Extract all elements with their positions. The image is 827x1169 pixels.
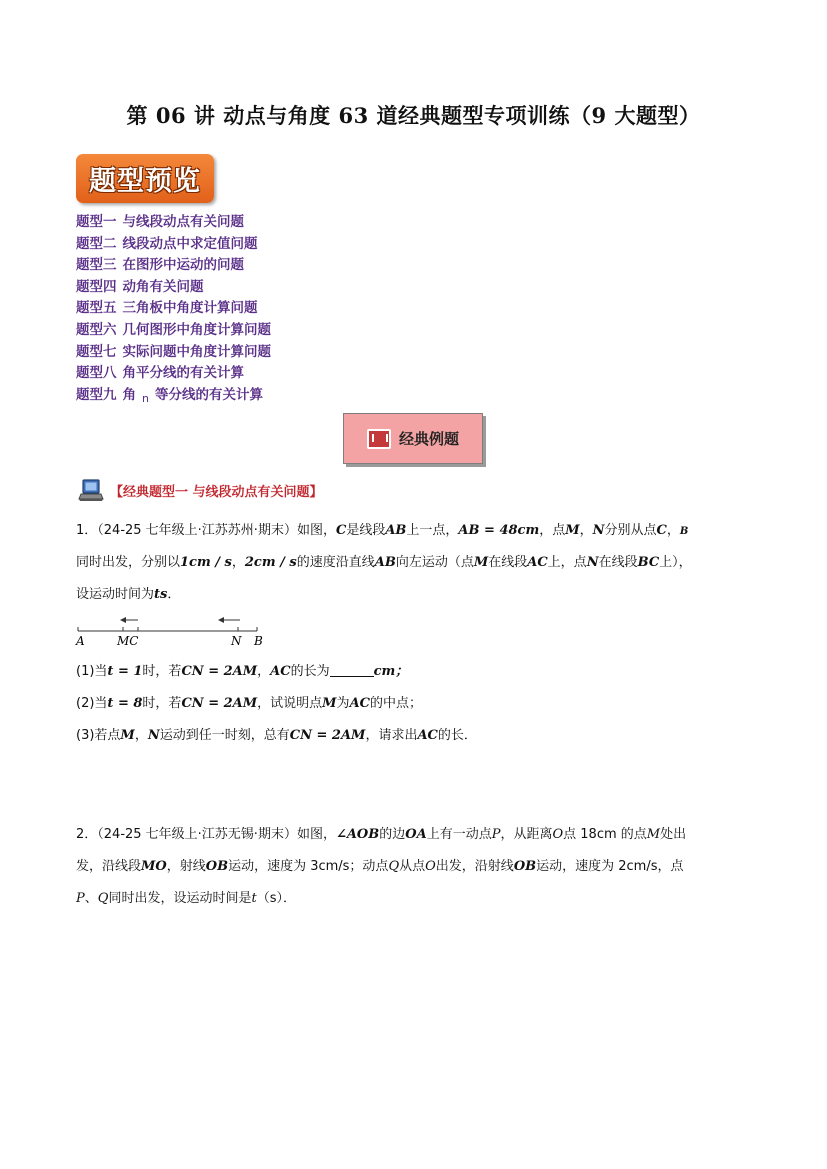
toc-text: 动角有关问题 [122,278,204,295]
question-2 [76,819,756,915]
toc-text: 与线段动点有关问题 [122,214,244,230]
toc-item-1[interactable] [76,212,271,234]
q1-line-1: 1．（24-25 七年级上·江苏苏州·期末）如图，C是线段AB上一点，AB = 48cm，点M，N分别从点C，B [76,523,689,538]
toc-text: 线段动点中求定值问题 [122,235,258,252]
toc-tag: 题型八 [76,365,117,382]
question-1-parts [76,656,756,752]
q1-part-1: (1)当t = 1时，若CN = 2AM，AC的长为 cm； [76,664,409,679]
question-1 [76,515,756,611]
q1-line-2: 同时出发，分别以1cm / s，2cm / s的速度沿直线AB向左运动（点M在线段AC上，点N在线段BC上）， [76,555,692,570]
toc-tag: 题型六 [76,321,117,338]
toc-item-9[interactable] [76,385,271,407]
toc-item-4[interactable] [76,277,271,299]
toc-variable-n: n [142,391,149,405]
computer-icon [78,478,104,502]
badge-label: 题型预览 [89,166,201,197]
toc-text: 角 [122,386,136,403]
toc-item-7[interactable] [76,342,271,364]
figure-label-mc: MC [117,634,139,648]
toc-text: 三角板中角度计算问题 [122,300,258,317]
toc-tag: 题型四 [76,278,117,295]
q1-part-3: (3)若点M，N运动到任一时刻，总有CN = 2AM，请求出AC的长． [76,728,477,743]
toc-tag: 题型九 [76,386,117,403]
answer-blank[interactable] [330,662,374,677]
segment-figure [70,612,270,652]
section-heading [78,478,323,502]
book-icon [367,429,391,449]
toc-item-5[interactable] [76,298,271,320]
page-title: 第 06 讲 动点与角度 63 道经典题型专项训练（9 大题型） [126,103,701,128]
q2-line-3: P、Q同时出发，设运动时间是t（s）． [76,891,296,906]
classic-examples-button[interactable] [343,413,483,464]
toc-tag: 题型七 [76,343,117,360]
figure-label-a: A [76,634,85,648]
toc-tag: 题型三 [76,257,117,274]
figure-label-b: B [254,634,263,648]
toc-tag: 题型一 [76,214,117,230]
toc-text: 角平分线的有关计算 [122,365,244,382]
figure-label-n: N [231,634,242,648]
toc-item-2[interactable] [76,234,271,256]
toc-item-6[interactable] [76,320,271,342]
toc-item-3[interactable] [76,255,271,277]
classic-examples-label: 经典例题 [398,430,459,448]
toc-text: 在图形中运动的问题 [122,257,244,274]
toc-tag: 题型五 [76,300,117,317]
q2-line-2: 发，沿线段MO，射线OB运动，速度为 3cm/s；动点Q从点O出发，沿射线OB运动，速度为 2cm/s，点 [76,859,684,874]
toc-item-8[interactable] [76,363,271,385]
toc-text: 等分线的有关计算 [154,386,263,403]
toc-tag: 题型二 [76,235,117,252]
q1-part-2: (2)当t = 8时，若CN = 2AM，试说明点M为AC的中点； [76,696,423,711]
section-heading-text: 【经典题型一 与线段动点有关问题】 [110,484,323,500]
toc-text: 几何图形中角度计算问题 [122,321,271,338]
q1-line-3: 设运动时间为ts． [76,587,181,602]
question-preview-badge [76,154,214,203]
toc-text: 实际问题中角度计算问题 [122,343,271,360]
question-type-list [76,212,271,406]
q2-line-1: 2．（24-25 七年级上·江苏无锡·期末）如图，∠AOB的边OA上有一动点P，从距离O点 18cm 的点M处出 [76,827,687,842]
